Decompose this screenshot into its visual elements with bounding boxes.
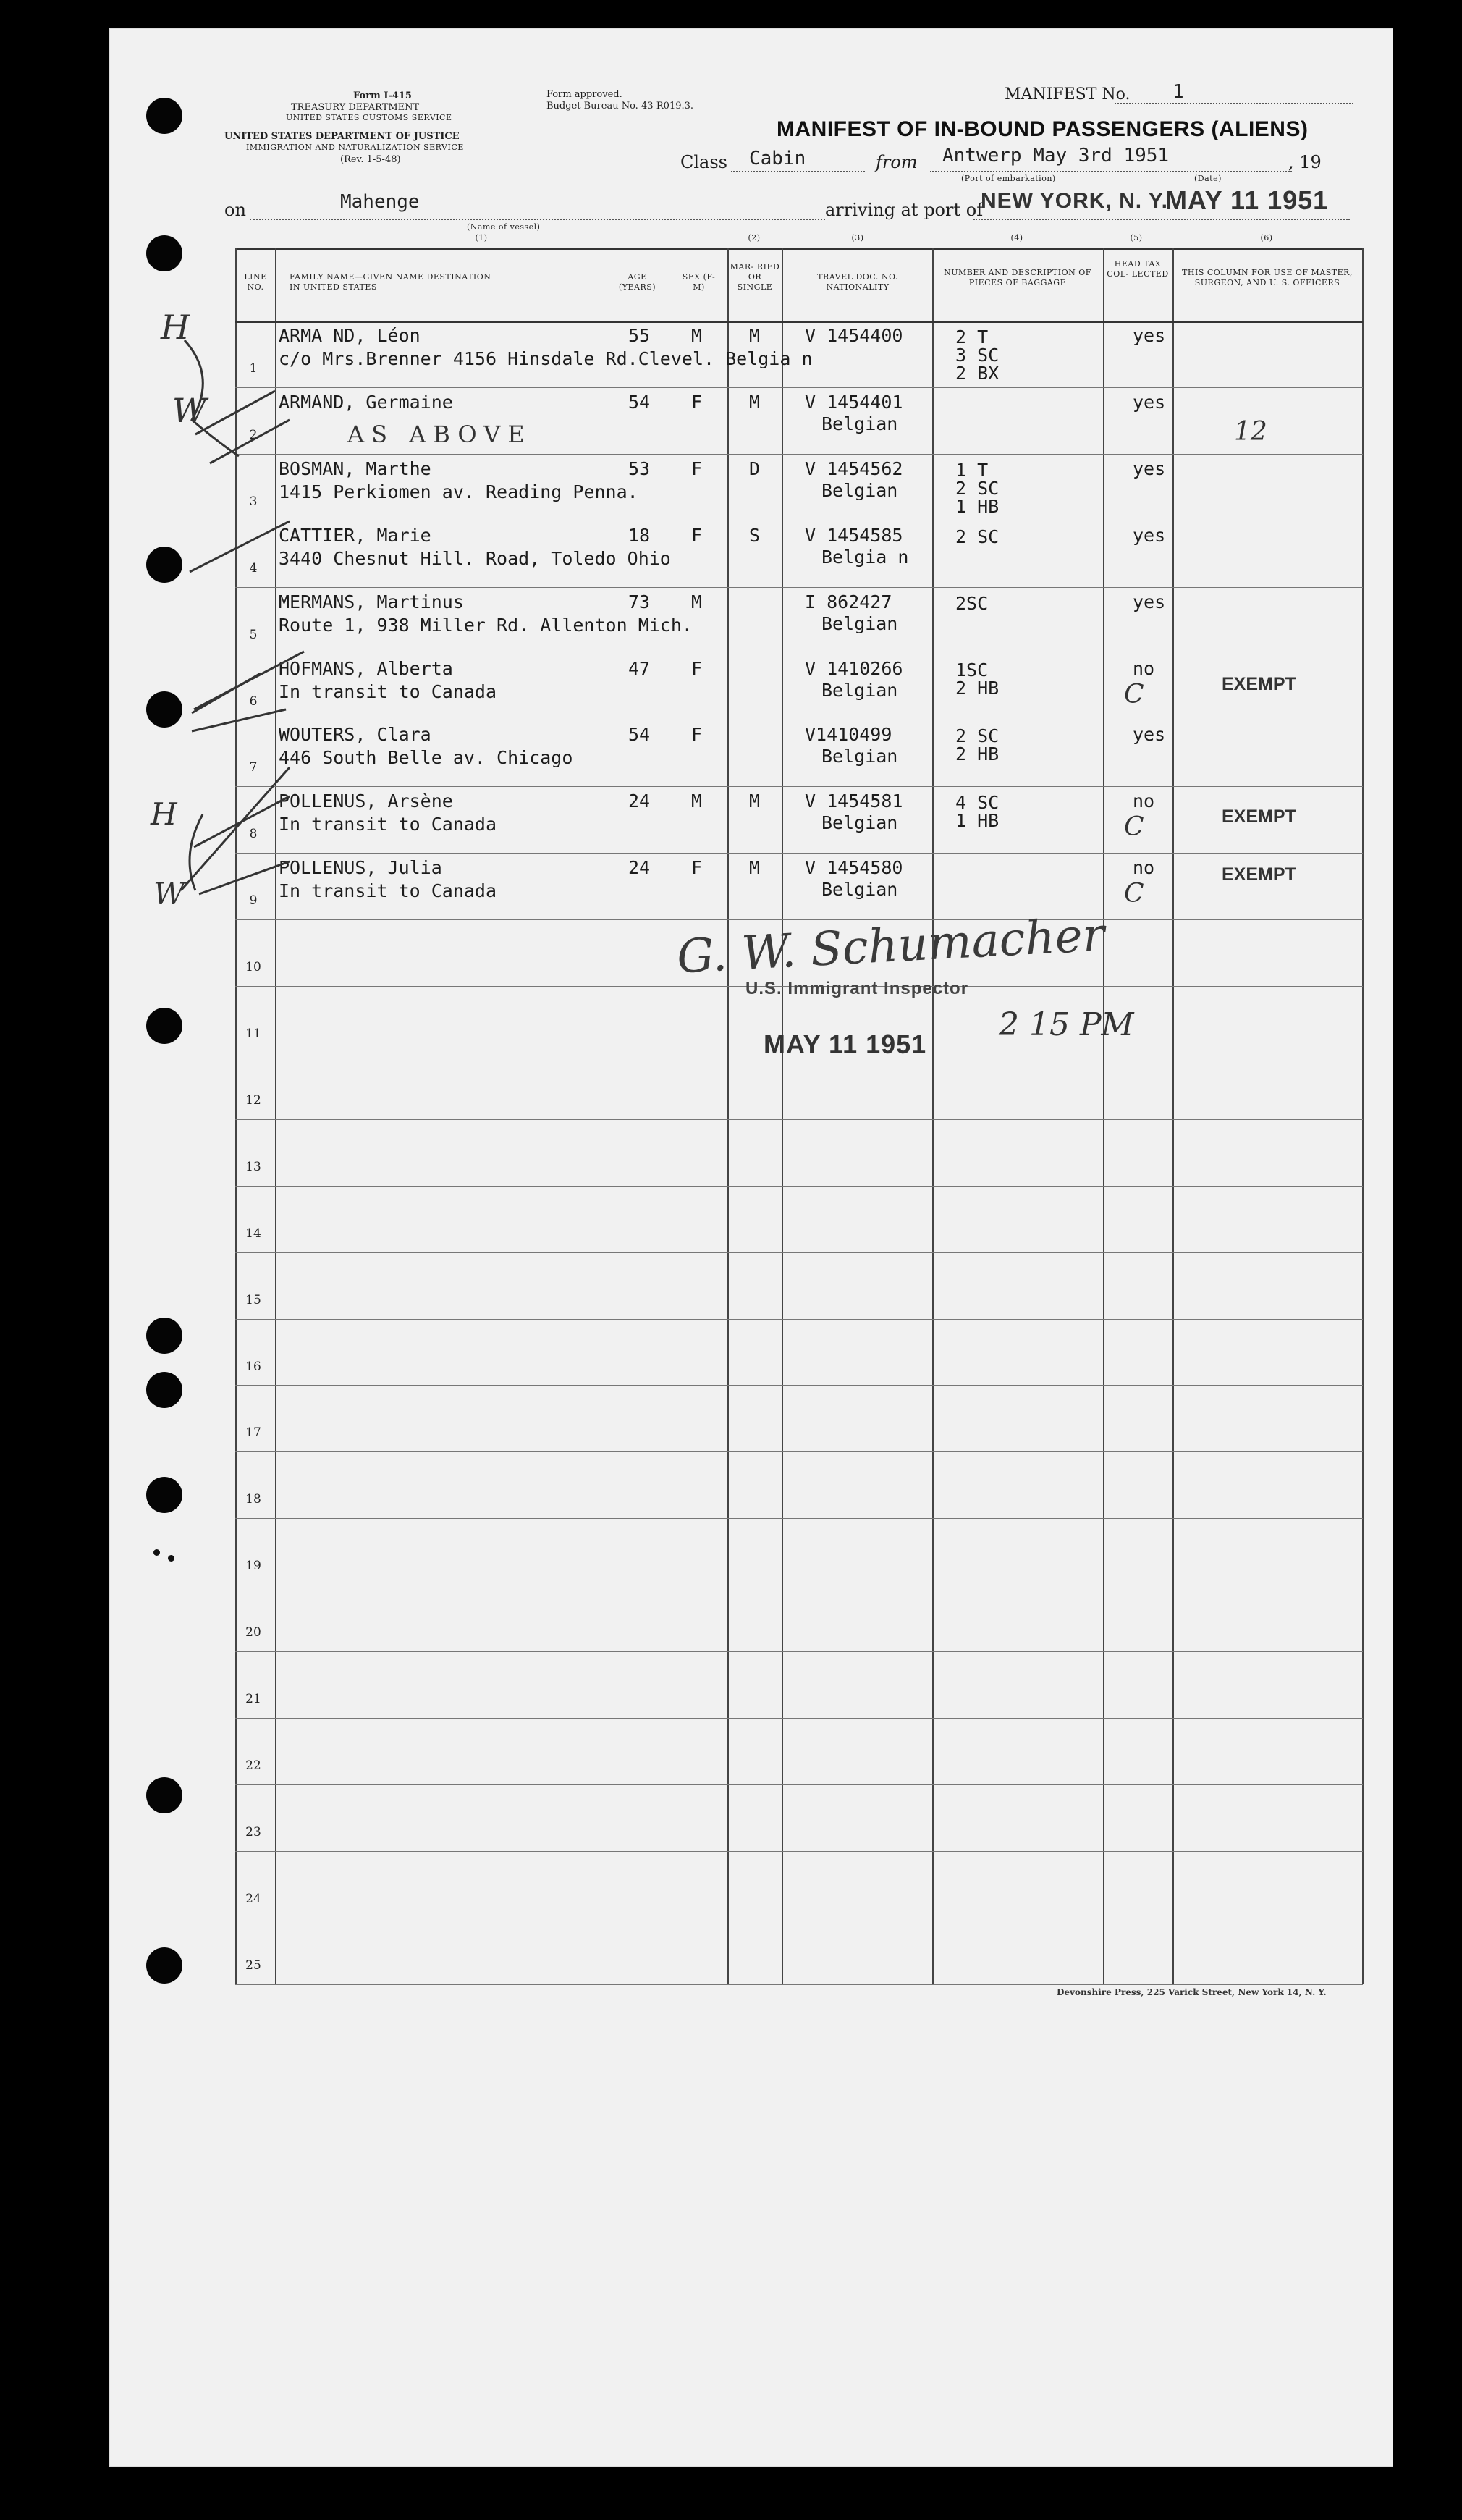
- exempt-mark: EXEMPT: [1222, 806, 1296, 827]
- col-head-sex: SEX (F-M): [682, 272, 716, 292]
- col-head-name: FAMILY NAME—GIVEN NAME DESTINATION IN UNITED STATES: [290, 272, 491, 292]
- passenger-nationality: Belgian: [821, 479, 898, 501]
- baggage-entry: 2 T: [955, 326, 989, 347]
- head-tax-collected: no: [1133, 657, 1155, 679]
- passenger-sex: M: [691, 791, 703, 812]
- baggage-entry: 2SC: [955, 592, 989, 614]
- line-number: 11: [245, 1027, 261, 1041]
- line-number: 18: [245, 1492, 261, 1507]
- passenger-destination: In transit to Canada: [279, 814, 497, 835]
- officer-note: 12: [1234, 416, 1267, 447]
- line-number: 6: [249, 694, 258, 709]
- line-number: 2: [249, 427, 258, 442]
- baggage-entry: 2 HB: [955, 743, 1000, 765]
- baggage-entry: 2 SC: [955, 477, 1000, 499]
- manifest-title: MANIFEST OF IN-BOUND PASSENGERS (ALIENS): [777, 117, 1309, 141]
- passenger-nationality: Belgia n: [821, 546, 909, 568]
- passenger-name: BOSMAN, Marthe: [279, 458, 431, 479]
- baggage-entry: 2 SC: [955, 526, 1000, 547]
- hand-mark-w1: W: [172, 391, 207, 430]
- passenger-marital-status: M: [749, 391, 761, 413]
- line-number: 14: [245, 1226, 261, 1241]
- line-number: 25: [245, 1958, 261, 1973]
- passenger-name: ARMA ND, Léon: [279, 325, 421, 346]
- passenger-age: 24: [628, 857, 651, 879]
- baggage-entry: 4 SC: [955, 792, 1000, 814]
- col-num-4: (4): [1010, 233, 1023, 243]
- head-tax-mark: C: [1124, 679, 1144, 709]
- passenger-marital-status: M: [749, 791, 761, 812]
- vessel-caption: (Name of vessel): [467, 222, 541, 232]
- ins-service: IMMIGRATION AND NATURALIZATION SERVICE: [246, 143, 464, 152]
- passenger-age: 53: [628, 458, 651, 479]
- year-suffix: , 19: [1288, 152, 1322, 172]
- col-num-6: (6): [1260, 233, 1273, 243]
- justice-dept: UNITED STATES DEPARTMENT OF JUSTICE: [224, 131, 460, 142]
- passenger-destination: Route 1, 938 Miller Rd. Allenton Mich.: [279, 614, 693, 636]
- line-number: 21: [245, 1692, 261, 1706]
- passenger-name: ARMAND, Germaine: [279, 391, 453, 413]
- inspector-title: U.S. Immigrant Inspector: [745, 979, 969, 998]
- col-num-3: (3): [851, 233, 864, 243]
- date-caption: (Date): [1194, 174, 1222, 183]
- travel-document-number: V 1410266: [805, 657, 903, 679]
- printer-credit: Devonshire Press, 225 Varick Street, New York 14, N. Y.: [1057, 1987, 1327, 1997]
- head-tax-collected: yes: [1133, 591, 1166, 612]
- passenger-marital-status: M: [749, 857, 761, 879]
- budget-bureau: Budget Bureau No. 43-R019.3.: [546, 101, 694, 111]
- line-number: 9: [249, 893, 258, 909]
- passenger-nationality: Belgian: [821, 413, 898, 434]
- inspector-signature: G. W. Schumacher: [675, 908, 1106, 985]
- exempt-mark: EXEMPT: [1222, 864, 1296, 885]
- vessel-name: Mahenge: [340, 191, 420, 213]
- passenger-destination: AS ABOVE: [347, 420, 532, 448]
- on-label: on: [224, 200, 246, 220]
- head-tax-mark: C: [1124, 879, 1144, 909]
- baggage-entry: 2 BX: [955, 363, 1000, 384]
- col-head-officers: THIS COLUMN FOR USE OF MASTER, SURGEON, AND U. S. OFFICERS: [1182, 268, 1353, 287]
- line-number: 7: [249, 760, 258, 775]
- passenger-name: MERMANS, Martinus: [279, 591, 464, 612]
- treasury-dept: TREASURY DEPARTMENT: [291, 102, 420, 113]
- head-tax-collected: no: [1133, 857, 1155, 879]
- passenger-sex: F: [691, 657, 703, 679]
- head-tax-collected: yes: [1133, 724, 1166, 746]
- line-number: 24: [245, 1891, 261, 1906]
- col-head-line: LINE NO.: [244, 272, 267, 292]
- passenger-age: 73: [628, 591, 651, 612]
- passenger-age: 18: [628, 524, 651, 546]
- revision: (Rev. 1-5-48): [340, 154, 401, 165]
- line-number: 3: [249, 494, 258, 509]
- passenger-marital-status: M: [749, 325, 761, 346]
- passenger-sex: F: [691, 458, 703, 479]
- passenger-age: 54: [628, 724, 651, 746]
- passenger-age: 54: [628, 391, 651, 413]
- form-number: Form I-415: [353, 90, 412, 101]
- hand-mark-h2: H: [151, 796, 177, 832]
- head-tax-collected: yes: [1133, 325, 1166, 346]
- baggage-entry: 1 HB: [955, 495, 1000, 517]
- travel-document-number: V 1454585: [805, 524, 903, 546]
- baggage-entry: 3 SC: [955, 345, 1000, 366]
- arrival-date: MAY 11 1951: [1165, 185, 1329, 215]
- passenger-age: 24: [628, 791, 651, 812]
- passenger-sex: F: [691, 391, 703, 413]
- passenger-destination: 446 South Belle av. Chicago: [279, 747, 573, 769]
- passenger-sex: M: [691, 591, 703, 612]
- line-number: 22: [245, 1758, 261, 1773]
- passenger-sex: F: [691, 524, 703, 546]
- passenger-destination: 1415 Perkiomen av. Reading Penna.: [279, 481, 638, 502]
- passenger-name: WOUTERS, Clara: [279, 724, 431, 746]
- class-value: Cabin: [749, 148, 806, 169]
- arriving-label: arriving at port of: [825, 200, 984, 220]
- passenger-nationality: Belgian: [821, 879, 898, 901]
- baggage-entry: 1 HB: [955, 810, 1000, 832]
- passenger-name: POLLENUS, Arsène: [279, 791, 453, 812]
- passenger-destination: c/o Mrs.Brenner 4156 Hinsdale Rd.Clevel. Belgia n: [279, 348, 813, 369]
- line-number: 16: [245, 1359, 261, 1374]
- passenger-name: HOFMANS, Alberta: [279, 657, 453, 679]
- passenger-nationality: Belgian: [821, 679, 898, 701]
- line-number: 13: [245, 1159, 261, 1174]
- embarkation-caption: (Port of embarkation): [961, 174, 1056, 183]
- col-num-2: (2): [748, 233, 761, 243]
- passenger-sex: F: [691, 724, 703, 746]
- col-num-5: (5): [1130, 233, 1143, 243]
- head-tax-collected: yes: [1133, 524, 1166, 546]
- line-number: 10: [245, 960, 261, 975]
- hand-mark-h1: H: [161, 308, 190, 347]
- from-value: Antwerp May 3rd 1951: [942, 145, 1170, 167]
- line-number: 23: [245, 1824, 261, 1840]
- travel-document-number: V 1454562: [805, 458, 903, 479]
- manifest-number: 1: [1172, 81, 1184, 103]
- hand-mark-w2: W: [153, 876, 185, 911]
- col-head-age: AGE (YEARS): [618, 272, 656, 292]
- baggage-entry: 2 SC: [955, 725, 1000, 747]
- baggage-entry: 1SC: [955, 659, 989, 680]
- baggage-entry: 1 T: [955, 459, 989, 481]
- line-number: 20: [245, 1625, 261, 1640]
- class-label: Class: [680, 152, 727, 172]
- passenger-destination: In transit to Canada: [279, 880, 497, 902]
- col-head-baggage: NUMBER AND DESCRIPTION OF PIECES OF BAGGAGE: [944, 268, 1091, 287]
- baggage-entry: 2 HB: [955, 677, 1000, 699]
- passenger-name: CATTIER, Marie: [279, 524, 431, 546]
- arrival-port: NEW YORK, N. Y.: [981, 189, 1168, 213]
- line-number: 8: [249, 827, 258, 842]
- col-num-1: (1): [475, 233, 488, 243]
- passenger-marital-status: D: [749, 458, 761, 479]
- from-label: from: [876, 152, 918, 172]
- inspection-time: 2 15 PM: [999, 1006, 1134, 1043]
- passenger-nationality: Belgian: [821, 812, 898, 834]
- line-number: 4: [249, 560, 258, 576]
- head-tax-collected: yes: [1133, 458, 1166, 479]
- line-number: 12: [245, 1092, 261, 1108]
- col-head-headtax: HEAD TAX COL- LECTED: [1107, 259, 1169, 279]
- travel-document-number: V 1454580: [805, 857, 903, 879]
- head-tax-mark: C: [1124, 812, 1144, 843]
- passenger-destination: In transit to Canada: [279, 680, 497, 702]
- passenger-name: POLLENUS, Julia: [279, 857, 442, 879]
- form-approved: Form approved.: [546, 89, 622, 100]
- col-head-travel: TRAVEL DOC. NO. NATIONALITY: [817, 272, 898, 292]
- travel-document-number: I 862427: [805, 591, 892, 612]
- travel-document-number: V 1454400: [805, 325, 903, 346]
- exempt-mark: EXEMPT: [1222, 673, 1296, 694]
- head-tax-collected: yes: [1133, 391, 1166, 413]
- line-number: 5: [249, 627, 258, 642]
- travel-document-number: V 1454581: [805, 791, 903, 812]
- passenger-age: 47: [628, 657, 651, 679]
- manifest-label: MANIFEST No.: [1005, 85, 1131, 104]
- col-head-married: MAR- RIED OR SINGLE: [730, 262, 780, 292]
- travel-document-number: V1410499: [805, 724, 892, 746]
- line-number: 17: [245, 1425, 261, 1441]
- travel-document-number: V 1454401: [805, 391, 903, 413]
- passenger-nationality: Belgian: [821, 612, 898, 634]
- passenger-age: 55: [628, 325, 651, 346]
- passenger-marital-status: S: [749, 524, 761, 546]
- head-tax-collected: no: [1133, 791, 1155, 812]
- line-number: 15: [245, 1292, 261, 1307]
- line-number: 1: [249, 361, 258, 376]
- passenger-destination: 3440 Chesnut Hill. Road, Toledo Ohio: [279, 547, 671, 569]
- line-number: 19: [245, 1559, 261, 1574]
- passenger-sex: F: [691, 857, 703, 879]
- passenger-sex: M: [691, 325, 703, 346]
- passenger-nationality: Belgian: [821, 746, 898, 767]
- inspection-date-stamp: MAY 11 1951: [764, 1029, 927, 1059]
- customs-service: UNITED STATES CUSTOMS SERVICE: [286, 113, 452, 122]
